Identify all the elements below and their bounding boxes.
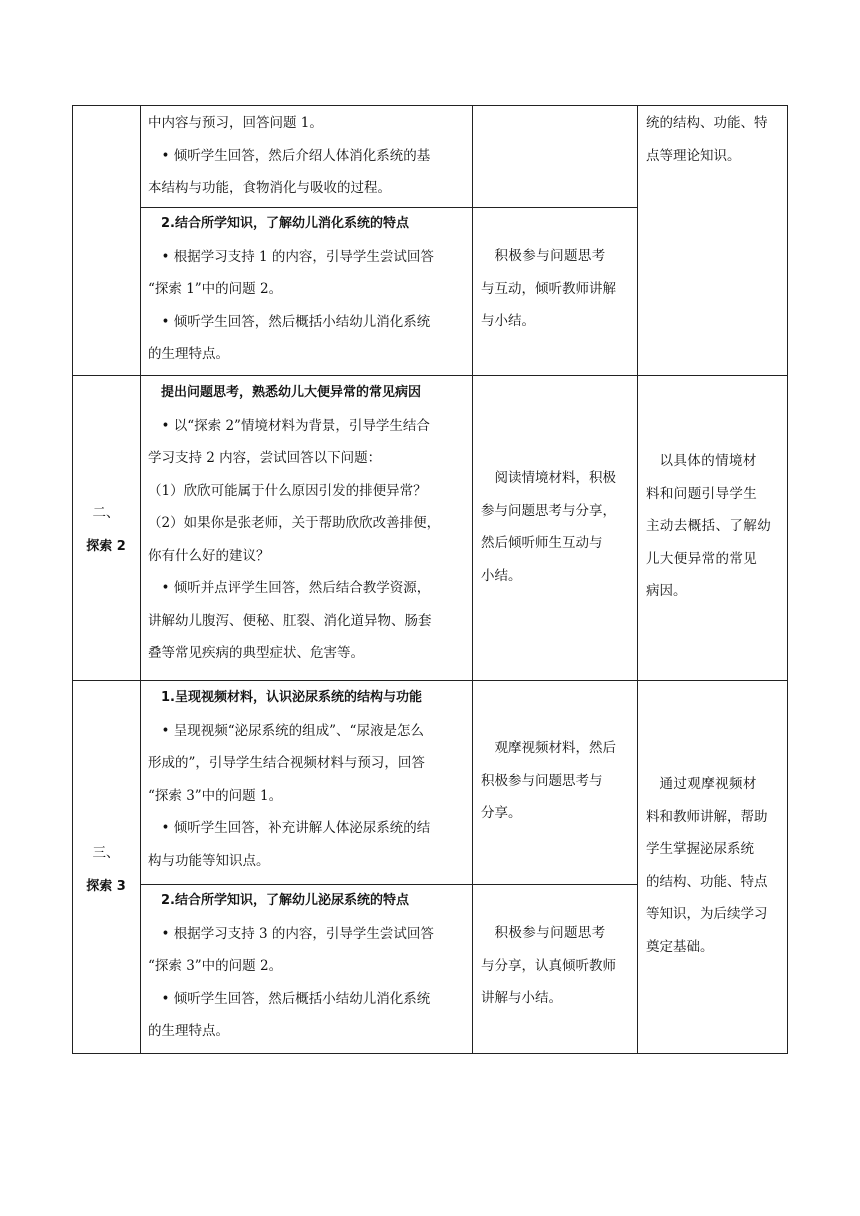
text-line: 然后倾听师生互动与 bbox=[481, 535, 603, 551]
row2-activity bbox=[140, 377, 472, 670]
stage-name: 探索 2 bbox=[86, 539, 126, 554]
row1-block1-activity bbox=[140, 107, 472, 205]
row1-block2-student-activity bbox=[473, 240, 637, 338]
text-line: 与互动，倾听教师讲解 bbox=[481, 280, 616, 297]
text-line: 本结构与功能，食物消化与吸收的过程。 bbox=[148, 180, 391, 196]
text-line: • 倾听学生回答，然后概括小结幼儿消化系统 bbox=[161, 990, 431, 1007]
text-line: 的结构、功能、特点 bbox=[646, 873, 768, 890]
row1-block2-activity bbox=[140, 208, 472, 371]
text-line: 病因。 bbox=[646, 583, 687, 599]
text-line: 讲解幼儿腹泻、便秘、肛裂、消化道异物、肠套 bbox=[148, 612, 432, 629]
text-line: （2）如果你是张老师，关于帮助欣欣改善排便， bbox=[148, 515, 441, 531]
text-line: 学生掌握泌尿系统 bbox=[646, 841, 754, 857]
row1-design-intent bbox=[638, 107, 787, 172]
text-line: 通过观摩视频材 bbox=[659, 776, 757, 792]
text-line: 阅读情境材料，积极 bbox=[494, 470, 616, 486]
text-line: • 倾听并点评学生回答，然后结合教学资源， bbox=[161, 580, 431, 596]
text-line: 形成的”，引导学生结合视频材料与预习，回答 bbox=[148, 755, 425, 771]
text-line: 小结。 bbox=[481, 567, 522, 584]
stage-number: 三、 bbox=[92, 845, 120, 861]
stage-name: 探索 3 bbox=[86, 879, 126, 894]
row2-design-intent bbox=[638, 445, 787, 608]
text-line: 奠定基础。 bbox=[646, 938, 714, 955]
text-line: • 倾听学生回答，然后概括小结幼儿消化系统 bbox=[161, 313, 431, 330]
text-line: “探索 1”中的问题 2。 bbox=[148, 281, 283, 297]
text-line: 点等理论知识。 bbox=[646, 147, 741, 164]
text-line: 儿大便异常的常见 bbox=[646, 550, 758, 567]
text-line: • 根据学习支持 3 的内容，引导学生尝试回答 bbox=[161, 925, 434, 942]
text-line: “探索 3”中的问题 2。 bbox=[148, 958, 283, 974]
text-line: （1）欣欣可能属于什么原因引发的排便异常？ bbox=[148, 482, 427, 499]
text-line: 统的结构、功能、特 bbox=[646, 115, 768, 131]
text-line: 积极参与问题思考 bbox=[494, 248, 606, 264]
block-heading: 2.结合所学知识，了解幼儿消化系统的特点 bbox=[161, 216, 409, 231]
text-line: 等知识，为后续学习 bbox=[646, 906, 768, 922]
table-left-border bbox=[72, 105, 73, 1054]
text-line: 中内容与预习，回答问题 1。 bbox=[148, 115, 323, 131]
text-line: 积极参与问题思考与 bbox=[481, 772, 603, 789]
text-line: 学习支持 2 内容，尝试回答以下问题： bbox=[148, 450, 382, 466]
text-line: 讲解与小结。 bbox=[481, 990, 562, 1006]
text-line: 料和问题引导学生 bbox=[646, 485, 758, 502]
row3-block1-student-activity bbox=[473, 732, 637, 830]
block-heading: 2.结合所学知识，了解幼儿泌尿系统的特点 bbox=[161, 893, 409, 908]
text-line: 叠等常见疾病的典型症状、危害等。 bbox=[148, 645, 364, 661]
stage-label-explore-3 bbox=[72, 836, 140, 904]
text-line: 料和教师讲解，帮助 bbox=[646, 808, 768, 825]
text-line: • 呈现视频“泌尿系统的组成”、“尿液是怎么 bbox=[161, 722, 424, 739]
text-line: 与分享，认真倾听教师 bbox=[481, 957, 616, 974]
text-line: 与小结。 bbox=[481, 313, 535, 329]
row3-block2-activity bbox=[140, 885, 472, 1048]
text-line: 你有什么好的建议？ bbox=[148, 547, 270, 564]
row-divider-2 bbox=[72, 680, 788, 681]
text-line: 构与功能等知识点。 bbox=[148, 852, 270, 869]
text-line: 积极参与问题思考 bbox=[494, 925, 606, 941]
text-line: • 根据学习支持 1 的内容，引导学生尝试回答 bbox=[161, 248, 434, 265]
row-divider-1 bbox=[72, 375, 788, 376]
text-line: • 倾听学生回答，补充讲解人体泌尿系统的结 bbox=[161, 820, 431, 836]
text-line: 以具体的情境材 bbox=[659, 453, 757, 469]
text-line: 的生理特点。 bbox=[148, 346, 229, 362]
row3-block2-student-activity bbox=[473, 917, 637, 1015]
stage-label-explore-2 bbox=[72, 496, 140, 564]
text-line: 分享。 bbox=[481, 805, 522, 821]
text-line: • 以“探索 2”情境材料为背景，引导学生结合 bbox=[161, 417, 430, 434]
block-heading: 1.呈现视频材料，认识泌尿系统的结构与功能 bbox=[161, 690, 422, 705]
table-top-border bbox=[72, 105, 788, 106]
table-bottom-border bbox=[72, 1053, 788, 1054]
text-line: “探索 3”中的问题 1。 bbox=[148, 787, 283, 804]
stage-number: 二、 bbox=[92, 505, 120, 521]
text-line: 主动去概括、了解幼 bbox=[646, 518, 772, 534]
block-heading: 提出问题思考，熟悉幼儿大便异常的常见病因 bbox=[161, 385, 422, 400]
row3-design-intent bbox=[638, 768, 787, 963]
row3-block1-activity bbox=[140, 682, 472, 877]
text-line: • 倾听学生回答，然后介绍人体消化系统的基 bbox=[161, 147, 431, 164]
text-line: 参与问题思考与分享， bbox=[481, 502, 616, 519]
row2-student-activity bbox=[473, 462, 637, 592]
table-right-border bbox=[787, 105, 788, 1054]
text-line: 的生理特点。 bbox=[148, 1023, 229, 1039]
text-line: 观摩视频材料，然后 bbox=[494, 740, 616, 756]
